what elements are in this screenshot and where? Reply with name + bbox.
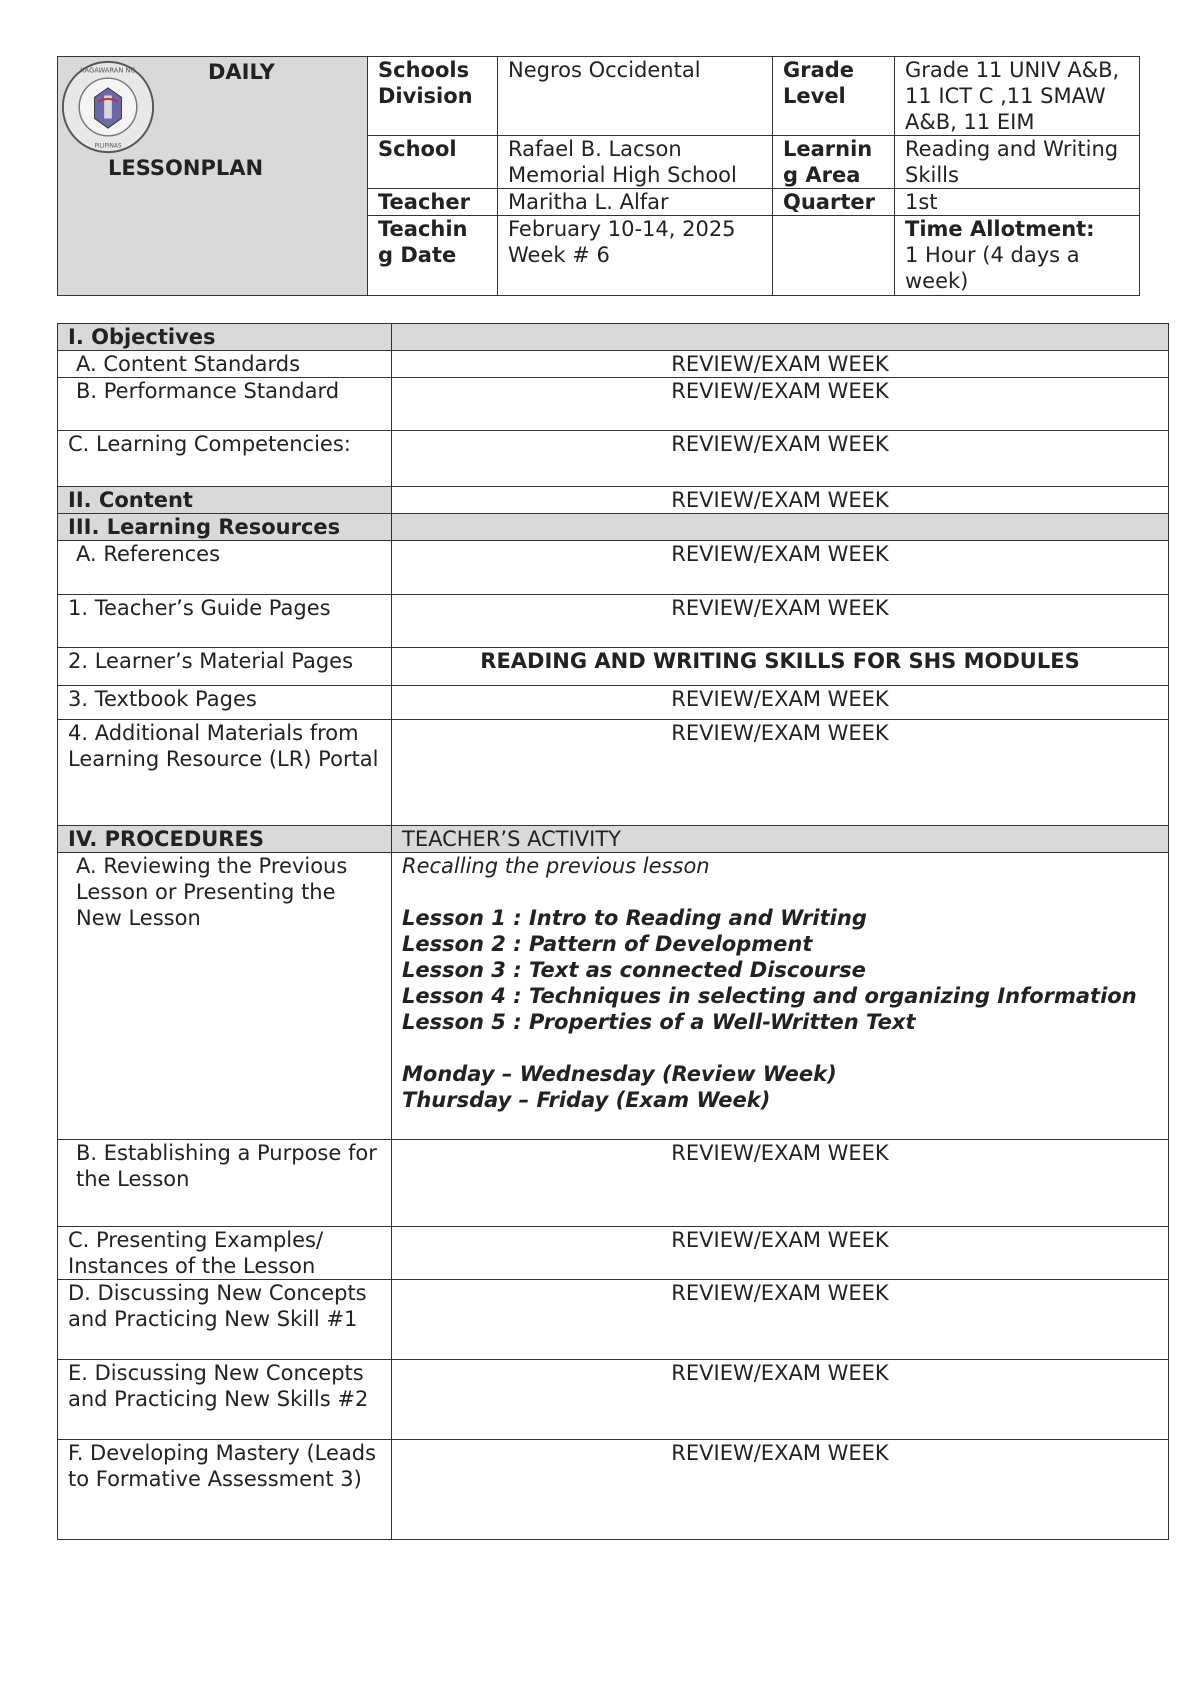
procedure-d-label: D. Discussing New Concepts and Practicing New Skill #1 bbox=[58, 1280, 392, 1360]
table-row bbox=[58, 487, 1169, 514]
performance-standard-label: B. Performance Standard bbox=[58, 378, 392, 431]
table-row bbox=[58, 324, 1169, 351]
teaching-date-line: February 10-14, 2025 bbox=[508, 217, 736, 241]
grade-level-value: Grade 11 UNIV A&B, 11 ICT C ,11 SMAW A&B, 11 EIM bbox=[895, 57, 1140, 136]
table-row bbox=[58, 595, 1169, 648]
schools-division-label: Schools Division bbox=[368, 57, 498, 136]
schools-division-value: Negros Occidental bbox=[498, 57, 773, 136]
teachers-guide-value: REVIEW/EXAM WEEK bbox=[392, 595, 1169, 648]
lesson-header-table bbox=[57, 56, 1140, 296]
table-row bbox=[58, 853, 1169, 1140]
learners-material-label: 2. Learner’s Material Pages bbox=[58, 648, 392, 686]
schedule-item: Monday – Wednesday (Review Week) bbox=[402, 1062, 837, 1086]
procedure-c-label: C. Presenting Examples/ Instances of the Lesson bbox=[58, 1227, 392, 1280]
schedule-item: Thursday – Friday (Exam Week) bbox=[402, 1088, 771, 1112]
recall-intro: Recalling the previous lesson bbox=[402, 854, 710, 878]
lesson-item: Lesson 3 : Text as connected Discourse bbox=[402, 958, 866, 982]
svg-text:KAGAWARAN NG: KAGAWARAN NG bbox=[80, 66, 136, 75]
document-title-line2: LESSONPLAN bbox=[108, 156, 264, 180]
school-value: Rafael B. Lacson Memorial High School bbox=[498, 136, 773, 189]
procedure-e-value: REVIEW/EXAM WEEK bbox=[392, 1360, 1169, 1440]
table-row bbox=[58, 648, 1169, 686]
performance-standard-value: REVIEW/EXAM WEEK bbox=[392, 378, 1169, 431]
grade-level-label: Grade Level bbox=[773, 57, 895, 136]
teacher-label: Teacher bbox=[368, 189, 498, 216]
time-allotment-value: 1 Hour (4 days a week) bbox=[905, 243, 1080, 293]
svg-text:PILIPINAS: PILIPINAS bbox=[94, 143, 122, 150]
learning-area-label: Learnin g Area bbox=[773, 136, 895, 189]
table-row bbox=[58, 1140, 1169, 1227]
lesson-item: Lesson 5 : Properties of a Well-Written Text bbox=[402, 1010, 916, 1034]
empty-cell bbox=[773, 216, 895, 296]
quarter-label: Quarter bbox=[773, 189, 895, 216]
title-cell bbox=[58, 57, 368, 296]
references-value: REVIEW/EXAM WEEK bbox=[392, 541, 1169, 595]
lesson-item: Lesson 2 : Pattern of Development bbox=[402, 932, 813, 956]
content-heading: II. Content bbox=[58, 487, 392, 514]
lesson-plan-table bbox=[57, 323, 1169, 1540]
teachers-activity-heading: TEACHER’S ACTIVITY bbox=[392, 826, 1169, 853]
deped-seal-icon bbox=[60, 59, 156, 155]
table-row bbox=[58, 514, 1169, 541]
time-allotment-label: Time Allotment: bbox=[905, 217, 1095, 241]
school-label: School bbox=[368, 136, 498, 189]
learning-area-value: Reading and Writing Skills bbox=[895, 136, 1140, 189]
procedure-f-value: REVIEW/EXAM WEEK bbox=[392, 1440, 1169, 1540]
objectives-heading: I. Objectives bbox=[58, 324, 392, 351]
content-value: REVIEW/EXAM WEEK bbox=[392, 487, 1169, 514]
teaching-date-value bbox=[498, 216, 773, 296]
teacher-value: Maritha L. Alfar bbox=[498, 189, 773, 216]
resources-heading-fill bbox=[392, 514, 1169, 541]
procedure-e-label: E. Discussing New Concepts and Practicing New Skills #2 bbox=[58, 1360, 392, 1440]
table-row bbox=[58, 720, 1169, 826]
procedure-f-label: F. Developing Mastery (Leads to Formative Assessment 3) bbox=[58, 1440, 392, 1540]
lesson-item: Lesson 4 : Techniques in selecting and organizing Information bbox=[402, 984, 1137, 1008]
textbook-label: 3. Textbook Pages bbox=[58, 686, 392, 720]
objectives-heading-fill bbox=[392, 324, 1169, 351]
procedure-a-content bbox=[392, 853, 1169, 1140]
additional-materials-value: REVIEW/EXAM WEEK bbox=[392, 720, 1169, 826]
learning-competencies-value: REVIEW/EXAM WEEK bbox=[392, 431, 1169, 487]
table-row bbox=[58, 431, 1169, 487]
content-standards-label: A. Content Standards bbox=[58, 351, 392, 378]
teaching-week-line: Week # 6 bbox=[508, 243, 610, 267]
textbook-value: REVIEW/EXAM WEEK bbox=[392, 686, 1169, 720]
table-row bbox=[58, 1227, 1169, 1280]
procedure-b-label: B. Establishing a Purpose for the Lesson bbox=[58, 1140, 392, 1227]
references-label: A. References bbox=[58, 541, 392, 595]
teachers-guide-label: 1. Teacher’s Guide Pages bbox=[58, 595, 392, 648]
table-row bbox=[58, 351, 1169, 378]
resources-heading: III. Learning Resources bbox=[58, 514, 392, 541]
table-row bbox=[58, 1280, 1169, 1360]
procedure-d-value: REVIEW/EXAM WEEK bbox=[392, 1280, 1169, 1360]
table-row bbox=[58, 686, 1169, 720]
teaching-date-label: Teachin g Date bbox=[368, 216, 498, 296]
time-allotment-cell bbox=[895, 216, 1140, 296]
content-standards-value: REVIEW/EXAM WEEK bbox=[392, 351, 1169, 378]
lesson-item: Lesson 1 : Intro to Reading and Writing bbox=[402, 906, 867, 930]
procedure-a-label: A. Reviewing the Previous Lesson or Presenting the New Lesson bbox=[58, 853, 392, 1140]
procedures-heading: IV. PROCEDURES bbox=[58, 826, 392, 853]
quarter-value: 1st bbox=[895, 189, 1140, 216]
table-row bbox=[58, 1440, 1169, 1540]
table-row bbox=[58, 378, 1169, 431]
procedure-c-value: REVIEW/EXAM WEEK bbox=[392, 1227, 1169, 1280]
procedure-b-value: REVIEW/EXAM WEEK bbox=[392, 1140, 1169, 1227]
table-row bbox=[58, 1360, 1169, 1440]
additional-materials-label: 4. Additional Materials from Learning Resource (LR) Portal bbox=[58, 720, 392, 826]
table-row bbox=[58, 826, 1169, 853]
learning-competencies-label: C. Learning Competencies: bbox=[58, 431, 392, 487]
document-title-line1: DAILY bbox=[208, 60, 275, 84]
learners-material-value: READING AND WRITING SKILLS FOR SHS MODULES bbox=[392, 648, 1169, 686]
table-row bbox=[58, 541, 1169, 595]
